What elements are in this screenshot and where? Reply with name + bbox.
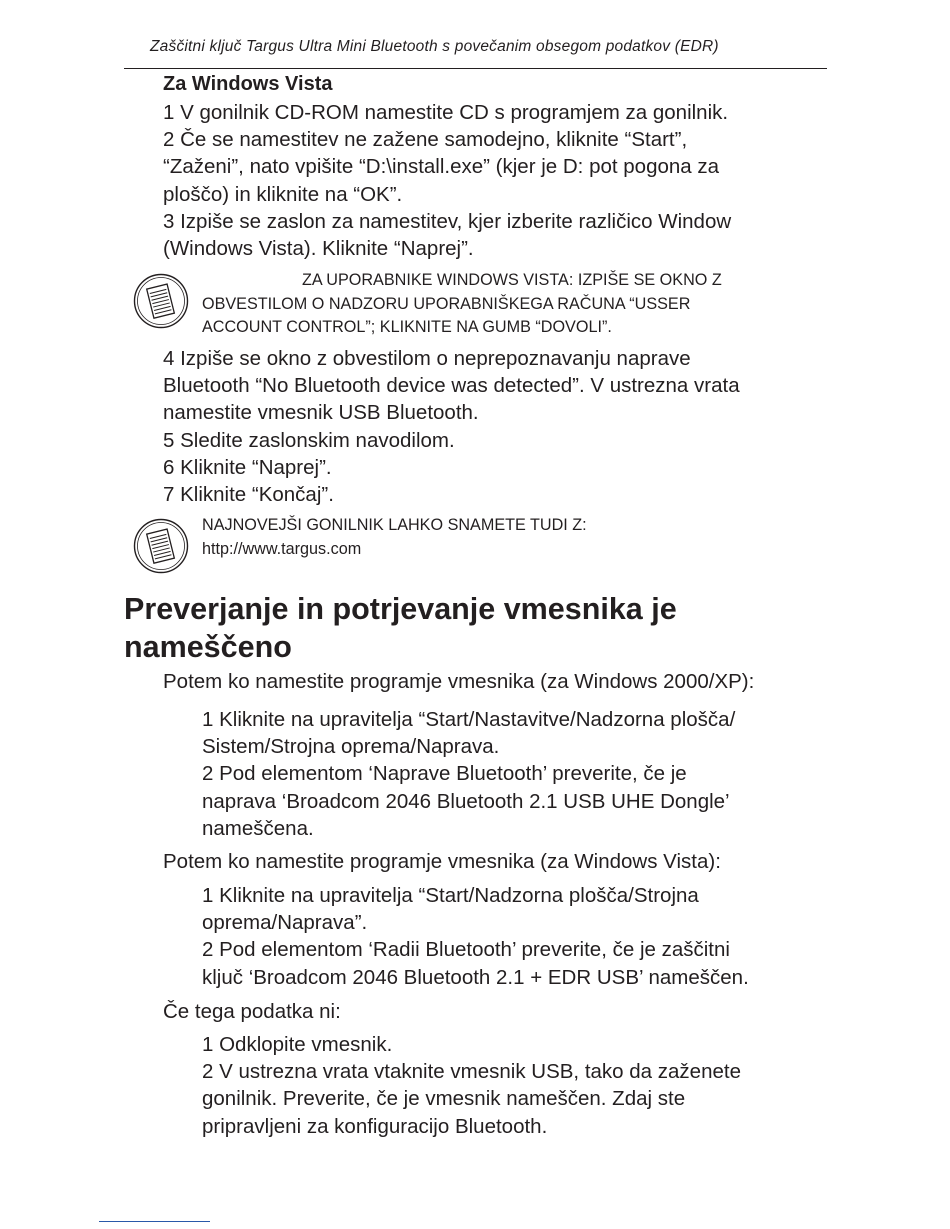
note-icon	[133, 518, 189, 574]
step-line: 7 Kliknite “Končaj”.	[163, 483, 334, 507]
step-line: ključ ‘Broadcom 2046 Bluetooth 2.1 + EDR USB’ nameščen.	[202, 965, 749, 989]
note-line: NAJNOVEJŠI GONILNIK LAHKO SNAMETE TUDI Z:	[202, 516, 587, 534]
step-line: 1 Odklopite vmesnik.	[202, 1033, 393, 1056]
heading-line: Preverjanje in potrjevanje vmesnika je	[124, 592, 677, 626]
step-line: nameščena.	[202, 816, 314, 840]
step-line: “Zaženi”, nato vpišite “D:\install.exe” (kjer je D: pot pogona za	[163, 155, 720, 179]
heading-line: nameščeno	[124, 630, 292, 664]
step-line: 1 Kliknite na upravitelja “Start/Nastavitve/Nadzorna plošča/	[202, 708, 736, 731]
step-line: 5 Sledite zaslonskim navodilom.	[163, 428, 455, 452]
step-line: 2 Pod elementom ‘Naprave Bluetooth’ preverite, če je	[202, 762, 687, 786]
step-line: oprema/Naprava”.	[202, 911, 368, 935]
intro-missing: Če tega podatka ni:	[163, 1000, 341, 1023]
vista-steps-a	[163, 99, 731, 262]
step-line: 6 Kliknite “Naprej”.	[163, 455, 332, 479]
xp-steps	[202, 706, 735, 842]
intro-vista: Potem ko namestite programje vmesnika (za Windows Vista):	[163, 850, 721, 873]
step-line: 3 Izpiše se zaslon za namestitev, kjer izberite različico Window	[163, 209, 732, 233]
note-driver	[202, 514, 587, 561]
note-icon	[133, 273, 189, 329]
step-line: (Windows Vista). Kliknite “Naprej”.	[163, 237, 474, 261]
step-line: naprava ‘Broadcom 2046 Bluetooth 2.1 USB UHE Dongle’	[202, 789, 730, 813]
vista-verify-steps	[202, 882, 749, 991]
section-heading	[124, 590, 677, 666]
step-line: Sistem/Strojna oprema/Naprava.	[202, 735, 500, 759]
note-uac	[202, 269, 722, 340]
step-line: ploščo) in kliknite na “OK”.	[163, 182, 403, 206]
step-line: 1 Kliknite na upravitelja “Start/Nadzorna plošča/Strojna	[202, 884, 699, 907]
step-line: gonilnik. Preverite, če je vmesnik nameščen. Zdaj ste	[202, 1087, 686, 1111]
section-subheading: Za Windows Vista	[163, 73, 333, 95]
step-line: Bluetooth “No Bluetooth device was detected”. V ustrezna vrata	[163, 374, 740, 398]
step-line: 4 Izpiše se okno z obvestilom o neprepoznavanju naprave	[163, 347, 691, 370]
missing-steps	[202, 1031, 741, 1140]
step-line: pripravljeni za konfiguracijo Bluetooth.	[202, 1114, 548, 1138]
step-line: namestite vmesnik USB Bluetooth.	[163, 401, 479, 425]
step-line: 1 V gonilnik CD-ROM namestite CD s programjem za gonilnik.	[163, 101, 729, 124]
bottom-rule	[99, 1221, 210, 1222]
intro-xp: Potem ko namestite programje vmesnika (za Windows 2000/XP):	[163, 670, 755, 693]
step-line: 2 Če se namestitev ne zažene samodejno, kliknite “Start”,	[163, 128, 688, 152]
vista-steps-b	[163, 345, 740, 508]
step-line: 2 V ustrezna vrata vtaknite vmesnik USB, tako da zaženete	[202, 1060, 741, 1084]
driver-link[interactable]: http://www.targus.com	[202, 539, 362, 558]
note-line: ZA UPORABNIKE WINDOWS VISTA: IZPIŠE SE OKNO Z	[302, 271, 722, 289]
step-line: 2 Pod elementom ‘Radii Bluetooth’ preverite, če je zaščitni	[202, 938, 730, 962]
page-header: Zaščitni ključ Targus Ultra Mini Bluetooth s povečanim obsegom podatkov (EDR)	[150, 38, 719, 55]
header-rule	[124, 68, 827, 69]
note-line: ACCOUNT CONTROL”; KLIKNITE NA GUMB “DOVOLI”.	[202, 318, 612, 336]
note-line: OBVESTILOM O NADZORU UPORABNIŠKEGA RAČUNA “USSER	[202, 294, 691, 313]
